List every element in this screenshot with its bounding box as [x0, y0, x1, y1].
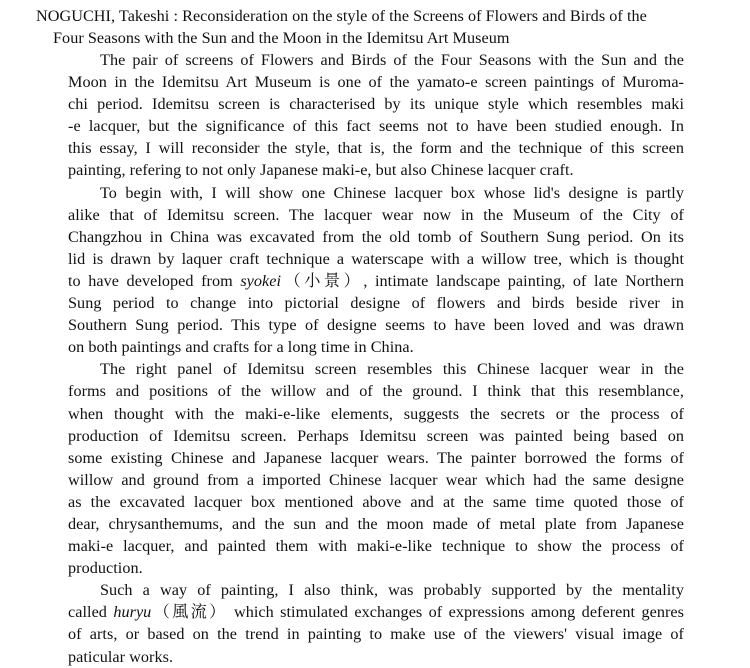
article-title [36, 5, 726, 49]
text-line: Such a way of painting, I also think, was probably supported by the mentality [100, 581, 684, 600]
text-segment: to have developed from [68, 271, 241, 290]
text-line: of arts, or based on the trend in painting to make use of the viewers' visual image of [68, 625, 684, 644]
text-line: Sung period to change into pictorial designe of flowers and birds beside river in [68, 294, 684, 313]
paragraph-3 [68, 358, 684, 579]
term-kanji: （小景） [281, 271, 364, 290]
text-line: painting, refering to not only Japanese maki-e, but also Chinese lacquer craft. [68, 161, 574, 180]
text-line: production of Idemitsu screen. Perhaps Idemitsu screen was painted being based on [68, 426, 684, 445]
title-line-2: Four Seasons with the Sun and the Moon in the Idemitsu Art Museum [53, 29, 510, 48]
text-line: paticular works. [68, 647, 174, 666]
text-line: when thought with the maki-e-like elements, suggests the secrets or the process of [68, 404, 684, 423]
paragraph-1 [68, 49, 684, 182]
text-segment: called [68, 603, 114, 622]
text-line: To begin with, I will show one Chinese lacquer box whose lid's designe is partly [100, 183, 684, 202]
text-line: Southern Sung period. This type of designe seems to have been loved and was drawn [68, 316, 684, 335]
text-line: chi period. Idemitsu screen is characterised by its unique style which resembles maki [68, 95, 684, 114]
text-line: willow and ground from a imported Chinese lacquer wear which had the same designe [68, 470, 684, 489]
text-line: Changzhou in China was excavated from the old tomb of Southern Sung period. On its [68, 227, 684, 246]
text-line: lid is drawn by laquer craft technique a waterscape with a willow tree, which is thought [68, 249, 684, 268]
text-line: maki-e lacquer, and painted them with maki-e-like technique to show the process of [68, 537, 684, 556]
text-segment: , intimate landscape painting, of late Northern [363, 271, 684, 290]
text-line: -e lacquer, but the significance of this fact seems not to have been studied enough. In [68, 117, 684, 136]
title-line-1: NOGUCHI, Takeshi : Reconsideration on the style of the Screens of Flowers and Birds of the [36, 7, 647, 25]
term-romanized: syokei [240, 271, 282, 290]
term-kanji: （風流） [151, 603, 228, 622]
text-line: alike that of Idemitsu screen. The lacquer wear now in the Museum of the City of [68, 205, 684, 224]
text-line-with-term [68, 601, 684, 623]
text-line: forms and positions of the willow and of the ground. I think that this resemblance, [68, 382, 684, 401]
text-line: dear, chrysanthemums, and the sun and the moon made of metal plate from Japanese [68, 514, 684, 533]
paragraph-2 [68, 182, 684, 359]
text-line: production. [68, 559, 143, 578]
text-segment: which stimulated exchanges of expressions among deferent genres [227, 603, 685, 622]
text-line: this essay, I will reconsider the style, that is, the form and the technique of this screen [68, 139, 684, 158]
text-line: The right panel of Idemitsu screen resembles this Chinese lacquer wear in the [100, 360, 684, 379]
text-line: as the excavated lacquer box mentioned above and at the same time quoted those of [68, 492, 684, 511]
text-line: The pair of screens of Flowers and Birds of the Four Seasons with the Sun and the [100, 51, 684, 69]
text-line-with-term [68, 270, 684, 292]
text-line: on both paintings and crafts for a long time in China. [68, 338, 414, 357]
text-line: Moon in the Idemitsu Art Museum is one of the yamato-e screen paintings of Muroma- [68, 73, 684, 92]
abstract-body [68, 49, 684, 668]
text-line: some existing Chinese and Japanese lacquer wears. The painter borrowed the forms of [68, 448, 684, 467]
paragraph-4 [68, 579, 684, 667]
term-romanized: huryu [113, 603, 152, 622]
